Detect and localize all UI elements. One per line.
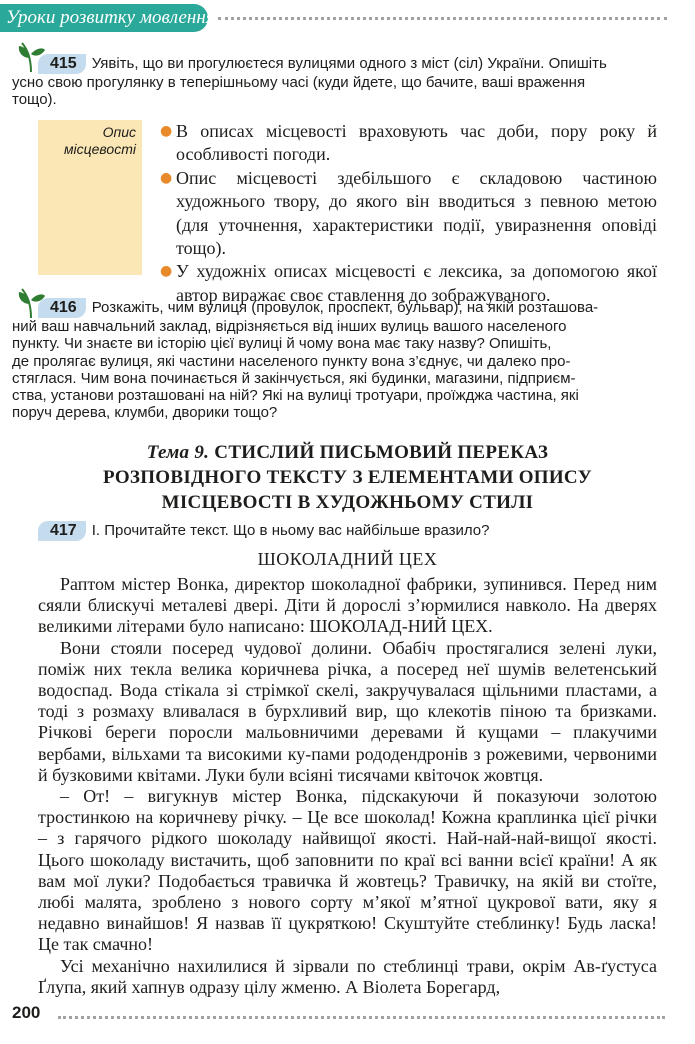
topic-heading: [90, 440, 605, 515]
theory-rules: [160, 120, 657, 307]
rule-item: ● В описах місцевості враховують час доби, пору року й особливості погоди.: [160, 121, 657, 165]
sidebar-title-line: місцевості: [63, 141, 136, 157]
topic-line: СТИСЛИЙ ПИСЬМОВИЙ ПЕРЕКАЗ: [214, 442, 549, 463]
topic-label: Тема 9.: [146, 442, 210, 463]
topic-line: МІСЦЕВОСТІ В ХУДОЖНЬОМУ СТИЛІ: [161, 492, 534, 513]
sidebar-title-line: Опис: [102, 124, 136, 140]
footer-dotted-rule: [58, 1016, 665, 1019]
story-paragraph: Раптом містер Вонка, директор шоколадної фабрики, зупинився. Перед ним сяяли блискучі металеві двері. Діти й дорослі з’юрмилися навколо. На дверях великими літерами було написано: ШОКОЛАД-НИЙ ЦЕХ.: [38, 574, 657, 637]
sidebar-title: [38, 120, 142, 158]
exercise-text-line: тощо).: [12, 91, 57, 109]
exercise-text-line: І. Прочитайте текст. Що в ньому вас найбільше вразило?: [91, 522, 490, 539]
exercise-text-line: Уявіть, що ви прогулюєтеся вулицями одного з міст (сіл) України. Опишіть: [91, 55, 607, 72]
story-paragraph: Вони стояли посеред чудової долини. Обабіч простягалися зелені луки, поміж них текла велика коричнева річка, а посеред неї шумів велетенський водоспад. Вода стікала зі стрімкої скелі, закручувалася щільними пластами, а тоді з розмаху вливалася в бурхливий вир, що клекотів піною та бризками. Річкові береги поросли мальовничими деревами й кущами – плакучими вербами, вільхами та високими ку-пами рододендронів з рожевими, червоними й бузковими квітами. Луки були всіяні тисячами квіточок жовтця.: [38, 637, 657, 785]
exercise-text-line: ства, установи розташовані на ній? Які на вулиці тротуари, проїжджа частина, які: [12, 387, 579, 405]
theory-sidebar: [38, 120, 142, 275]
exercise-text-line: де пролягає вулиця, які частини населеного пункту вона з’єднує, чи далеко про-: [12, 352, 571, 370]
exercise-text-line: поруч дерева, клумби, дворики тощо?: [12, 404, 278, 422]
story-title: ШОКОЛАДНИЙ ЦЕХ: [257, 549, 438, 569]
exercise-text-line: ний ваш навчальний заклад, відрізняється від інших вулиць вашого населеного: [12, 318, 567, 335]
bullet-icon: ●: [160, 169, 173, 186]
header-dotted-rule: [218, 17, 667, 20]
exercise-text-line: пункту. Чи знаєте ви історію цієї вулиці й чому вона має таку назву? Опишіть,: [12, 335, 552, 353]
exercise-number-badge: 417: [38, 521, 86, 541]
exercise-417: [12, 521, 677, 541]
exercise-number-badge: 415: [38, 54, 86, 74]
exercise-415: [12, 54, 677, 109]
exercise-text-line: Розкажіть, чим вулиця (провулок, проспект, бульвар), на якій розташова-: [91, 299, 599, 316]
rule-item: ● У художніх описах місцевості є лексика, за допомогою якої автор виражає своє ставлення до зображуваного.: [160, 261, 657, 305]
exercise-416: [12, 298, 677, 422]
page-number: 200: [12, 1003, 41, 1022]
story-paragraph: – От! – вигукнув містер Вонка, підскакуючи й показуючи золотою тростинкою на коричневу річку. – Це все шоколад! Кожна краплинка цієї річки – з гарячого рідкого шоколаду найвищої якості. Най-най-най-вищої якості. Цього шоколаду вистачить, щоб заповнити по краї всі ванни всієї країни! А як вам мої луки? Подобається травичка й жовтець? Травичку, на якій ви стоїте, любі малята, зроблено з нового сорту м’якої м’ятної цукрової вати, яку я недавно винайшов! Я назвав її цукряткою! Скуштуйте стеблинку! Будь ласка! Це так смачно!: [38, 786, 657, 955]
exercise-text-line: стяглася. Чим вона починається й закінчується, які будинки, магазини, підприєм-: [12, 369, 576, 387]
story-paragraph: Усі механічно нахилилися й зірвали по стеблинці трави, окрім Ав-ґустуса Ґлупа, який хапнув одразу цілу жменю. А Віолета Борегард,: [38, 955, 657, 997]
story-text: [38, 574, 657, 998]
topic-line: РОЗПОВІДНОГО ТЕКСТУ З ЕЛЕМЕНТАМИ ОПИСУ: [103, 467, 592, 488]
section-header-tab: Уроки розвитку мовлення: [0, 4, 208, 32]
exercise-text-line: усно свою прогулянку в теперішньому часі (куди йдете, що бачите, ваші враження: [12, 74, 586, 91]
rule-item: ● Опис місцевості здебільшого є складовою частиною художнього твору, до якого він вводиться з певною метою (для уточнення, характеристики події, увиразнення оповіді тощо).: [160, 167, 657, 259]
bullet-icon: ●: [160, 263, 173, 280]
exercise-number-badge: 416: [38, 298, 86, 318]
bullet-icon: ●: [160, 123, 173, 139]
